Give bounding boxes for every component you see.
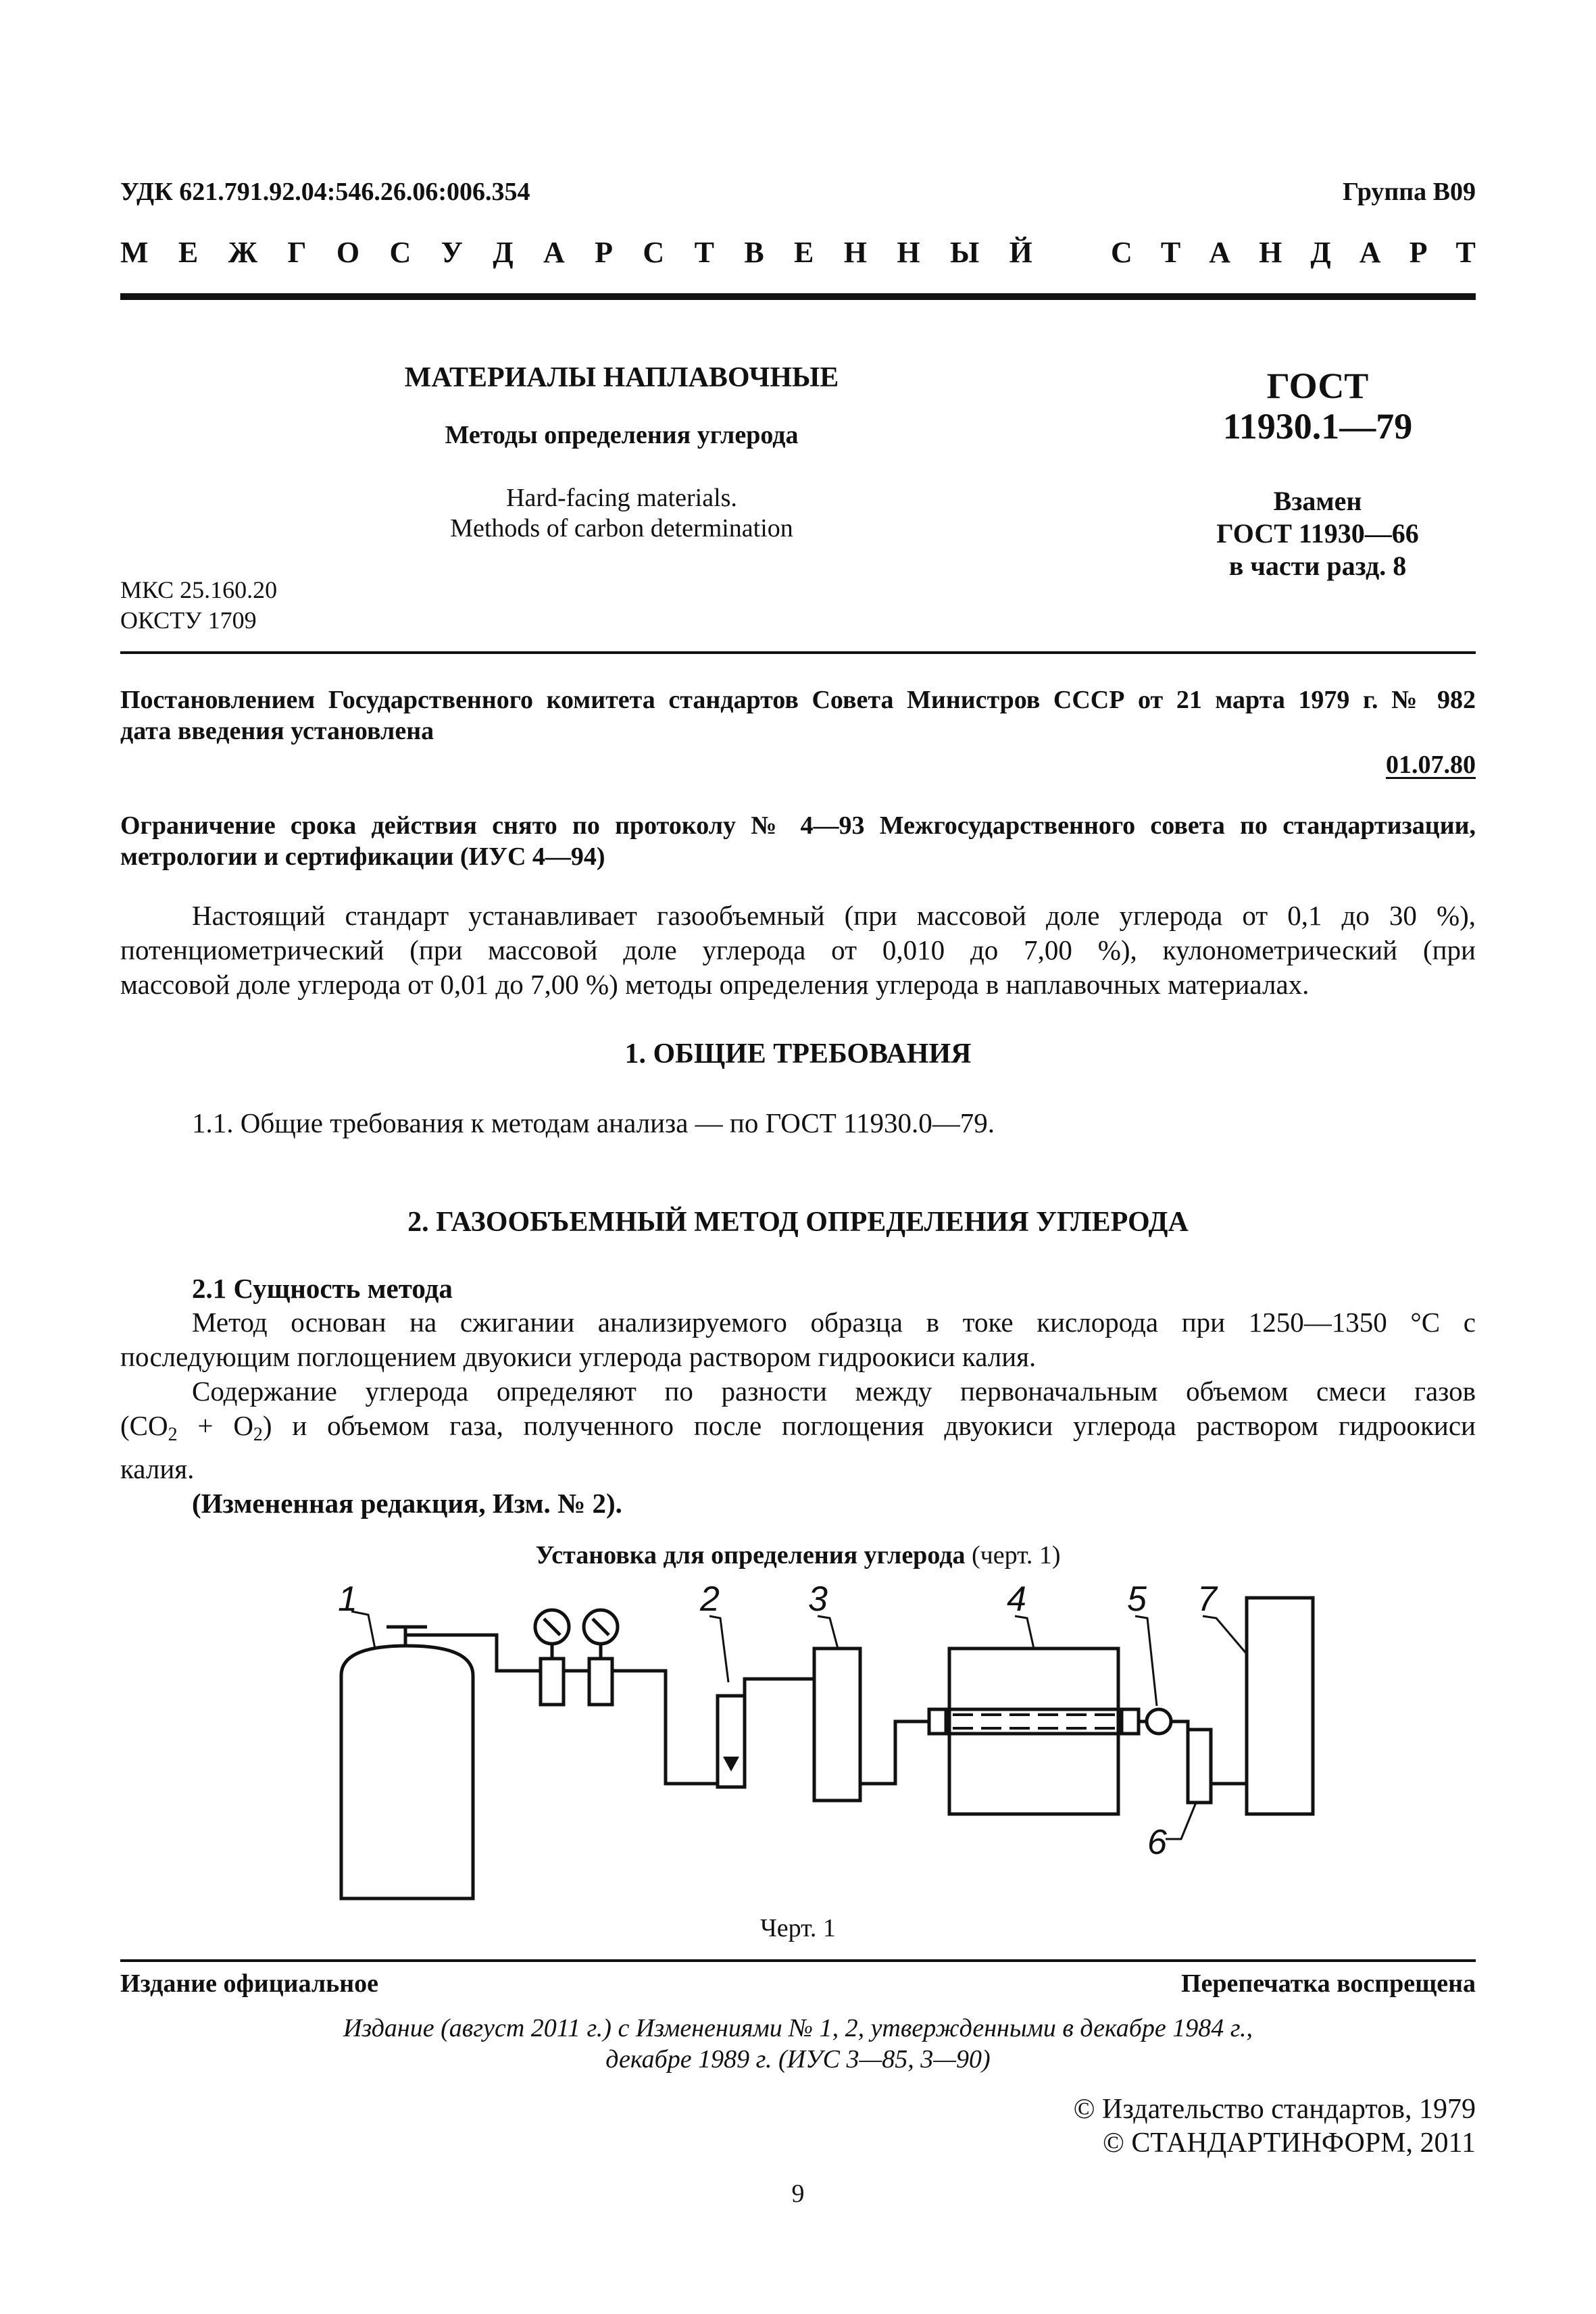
- interstate-letter: Й: [1009, 236, 1032, 269]
- rotameter-float: [723, 1757, 739, 1771]
- p2-sub1: 2: [168, 1424, 178, 1445]
- okstu-code: ОКСТУ 1709: [120, 607, 257, 634]
- reprint-prohibited: Перепечатка воспрещена: [1180, 1969, 1476, 1998]
- pipe-to-filter: [1171, 1721, 1188, 1730]
- interstate-letter: Ж: [228, 236, 258, 269]
- leader-7: [1203, 1616, 1247, 1654]
- filter-tube: [1188, 1730, 1211, 1803]
- section1-heading: 1. ОБЩИЕ ТРЕБОВАНИЯ: [624, 1038, 972, 1070]
- p2-line3: калия.: [120, 1453, 195, 1484]
- label-5: 5: [1127, 1580, 1147, 1619]
- replaces-gost: ГОСТ 11930—66: [1216, 518, 1419, 549]
- decree-line2: дата введения установлена: [120, 717, 434, 745]
- document-subtitle: Методы определения углерода: [445, 421, 799, 449]
- leader-3: [818, 1616, 838, 1649]
- document-title: МАТЕРИАЛЫ НАПЛАВОЧНЫЕ: [404, 362, 839, 393]
- replaces-label: Взамен: [1273, 486, 1362, 516]
- p1-line1: Метод основан на сжигании анализируемого образца в токе кислорода при 1250—1350 °С с: [192, 1307, 1476, 1338]
- decree-line1: Постановлением Государственного комитета стандартов Совета Министров СССР от 21 марта 1979 г. № 982: [120, 686, 1476, 714]
- p2-line1: Содержание углерода определяют по разности между первоначальным объемом смеси газов: [192, 1376, 1476, 1407]
- reducer-2: [589, 1659, 612, 1705]
- pipe-to-furnace: [860, 1721, 929, 1784]
- tube-furnace: [949, 1649, 1118, 1814]
- copyright-2011: © СТАНДАРТИНФОРМ, 2011: [1103, 2128, 1476, 2159]
- stopcock-valve: [1147, 1709, 1171, 1734]
- gas-analyzer: [1247, 1598, 1313, 1814]
- section1-item: 1.1. Общие требования к методам анализа — по ГОСТ 11930.0—79.: [192, 1107, 995, 1138]
- edition-note-line2: декабре 1989 г. (ИУС 3—85, 3—90): [605, 2045, 991, 2073]
- standard-letter: Т: [1160, 236, 1181, 269]
- introduction-date: 01.07.80: [1386, 751, 1476, 779]
- leader-5: [1135, 1616, 1157, 1706]
- figure-label: Черт. 1: [760, 1914, 836, 1942]
- interstate-letter: Н: [843, 236, 868, 269]
- interstate-letter: Д: [493, 236, 514, 269]
- group-code: Группа В09: [1342, 178, 1476, 206]
- mks-code: МКС 25.160.20: [120, 576, 278, 603]
- standard-letter: С: [1111, 236, 1132, 269]
- figure-caption-bold: Установка для определения углерода: [535, 1541, 966, 1569]
- page-number: 9: [791, 2180, 805, 2208]
- p1-line2: последующим поглощением двуокиси углерода раствором гидроокиси калия.: [120, 1341, 1037, 1372]
- p2-sub2: 2: [253, 1424, 263, 1445]
- interstate-letter: У: [441, 236, 463, 269]
- edition-note-line1: Издание (август 2011 г.) с Изменениями № 1, 2, утвержденными в декабре 1984 г.,: [343, 2014, 1253, 2042]
- reducer-1: [541, 1659, 564, 1705]
- interstate-letter: В: [744, 236, 764, 269]
- figure-caption-normal: (черт. 1): [965, 1541, 1061, 1569]
- gost-label: ГОСТ: [1266, 366, 1369, 406]
- interstate-letter: Н: [897, 236, 920, 269]
- standard-letter: А: [1359, 236, 1381, 269]
- label-3: 3: [808, 1580, 828, 1619]
- gauge-2-needle: [593, 1619, 609, 1635]
- gas-cylinder: [341, 1646, 473, 1898]
- label-2: 2: [700, 1580, 720, 1619]
- standard-letter: Т: [1455, 236, 1476, 269]
- leader-2: [709, 1616, 728, 1682]
- interstate-letter: Е: [794, 236, 814, 269]
- label-1: 1: [338, 1580, 357, 1619]
- interstate-letter: С: [389, 236, 412, 269]
- intro-line3: массовой доле углерода от 0,01 до 7,00 %) методы определения углерода в наплавочных материалах.: [120, 969, 1310, 1000]
- gauge-1-needle: [544, 1619, 560, 1635]
- section2-subheading: 2.1 Сущность метода: [192, 1273, 453, 1304]
- label-4: 4: [1007, 1580, 1026, 1619]
- interstate-letter: Ы: [950, 236, 980, 269]
- english-title-line2: Methods of carbon determination: [450, 514, 793, 543]
- standard-letter: А: [1209, 236, 1231, 269]
- standard-letter: Р: [1409, 236, 1428, 269]
- intro-line1: Настоящий стандарт устанавливает газообъемный (при массовой доле углерода от 0,1 до 30 %),: [192, 900, 1476, 931]
- interstate-letter: Т: [694, 236, 714, 269]
- label-7: 7: [1197, 1580, 1217, 1619]
- leader-4: [1015, 1616, 1034, 1649]
- official-edition: Издание официальное: [120, 1969, 379, 1998]
- interstate-letter: А: [543, 236, 565, 269]
- interstate-letter: М: [120, 236, 149, 269]
- pipe-cylinder-reducer: [405, 1635, 541, 1671]
- gost-number: 11930.1—79: [1222, 406, 1413, 447]
- restriction-line2: метрологии и сертификации (ИУС 4—94): [120, 842, 605, 871]
- interstate-letter: О: [336, 236, 360, 269]
- standard-letter: Н: [1259, 236, 1282, 269]
- footer-rule: [120, 1959, 1476, 1962]
- pipe-to-flowmeter: [612, 1671, 718, 1784]
- label-6: 6: [1147, 1823, 1167, 1862]
- udk-code: УДК 621.791.92.04:546.26.06:006.354: [120, 178, 530, 206]
- interstate-letter: С: [643, 236, 665, 269]
- pipe-to-purifier: [745, 1679, 814, 1703]
- purification-column: [814, 1649, 860, 1801]
- section2-heading: 2. ГАЗООБЪЕМНЫЙ МЕТОД ОПРЕДЕЛЕНИЯ УГЛЕРОДА: [407, 1207, 1189, 1238]
- english-title-line1: Hard-facing materials.: [506, 484, 737, 512]
- standard-letter: Д: [1310, 236, 1331, 269]
- interstate-letter: Р: [595, 236, 614, 269]
- p2-plus: + O: [177, 1410, 253, 1441]
- rotameter: [718, 1696, 745, 1787]
- intro-line2: потенциометрический (при массовой доле углерода от 0,010 до 7,00 %), кулонометрический (при: [120, 934, 1476, 965]
- leader-6: [1166, 1803, 1196, 1839]
- interstate-letter: Г: [287, 236, 307, 269]
- restriction-line1: Ограничение срока действия снято по протоколу № 4—93 Межгосударственного совета по стандартизации,: [120, 811, 1476, 840]
- interstate-letter: Е: [178, 236, 199, 269]
- copyright-1979: © Издательство стандартов, 1979: [1073, 2094, 1476, 2125]
- amendment-note: (Измененная редакция, Изм. № 2).: [192, 1488, 622, 1519]
- replaces-part: в части разд. 8: [1228, 551, 1407, 581]
- combustion-tube: [929, 1709, 1139, 1734]
- p2-co: (CO: [120, 1410, 168, 1441]
- p2-rest: ) и объемом газа, полученного после поглощения двуокиси углерода раствором гидроокиси: [262, 1410, 1476, 1441]
